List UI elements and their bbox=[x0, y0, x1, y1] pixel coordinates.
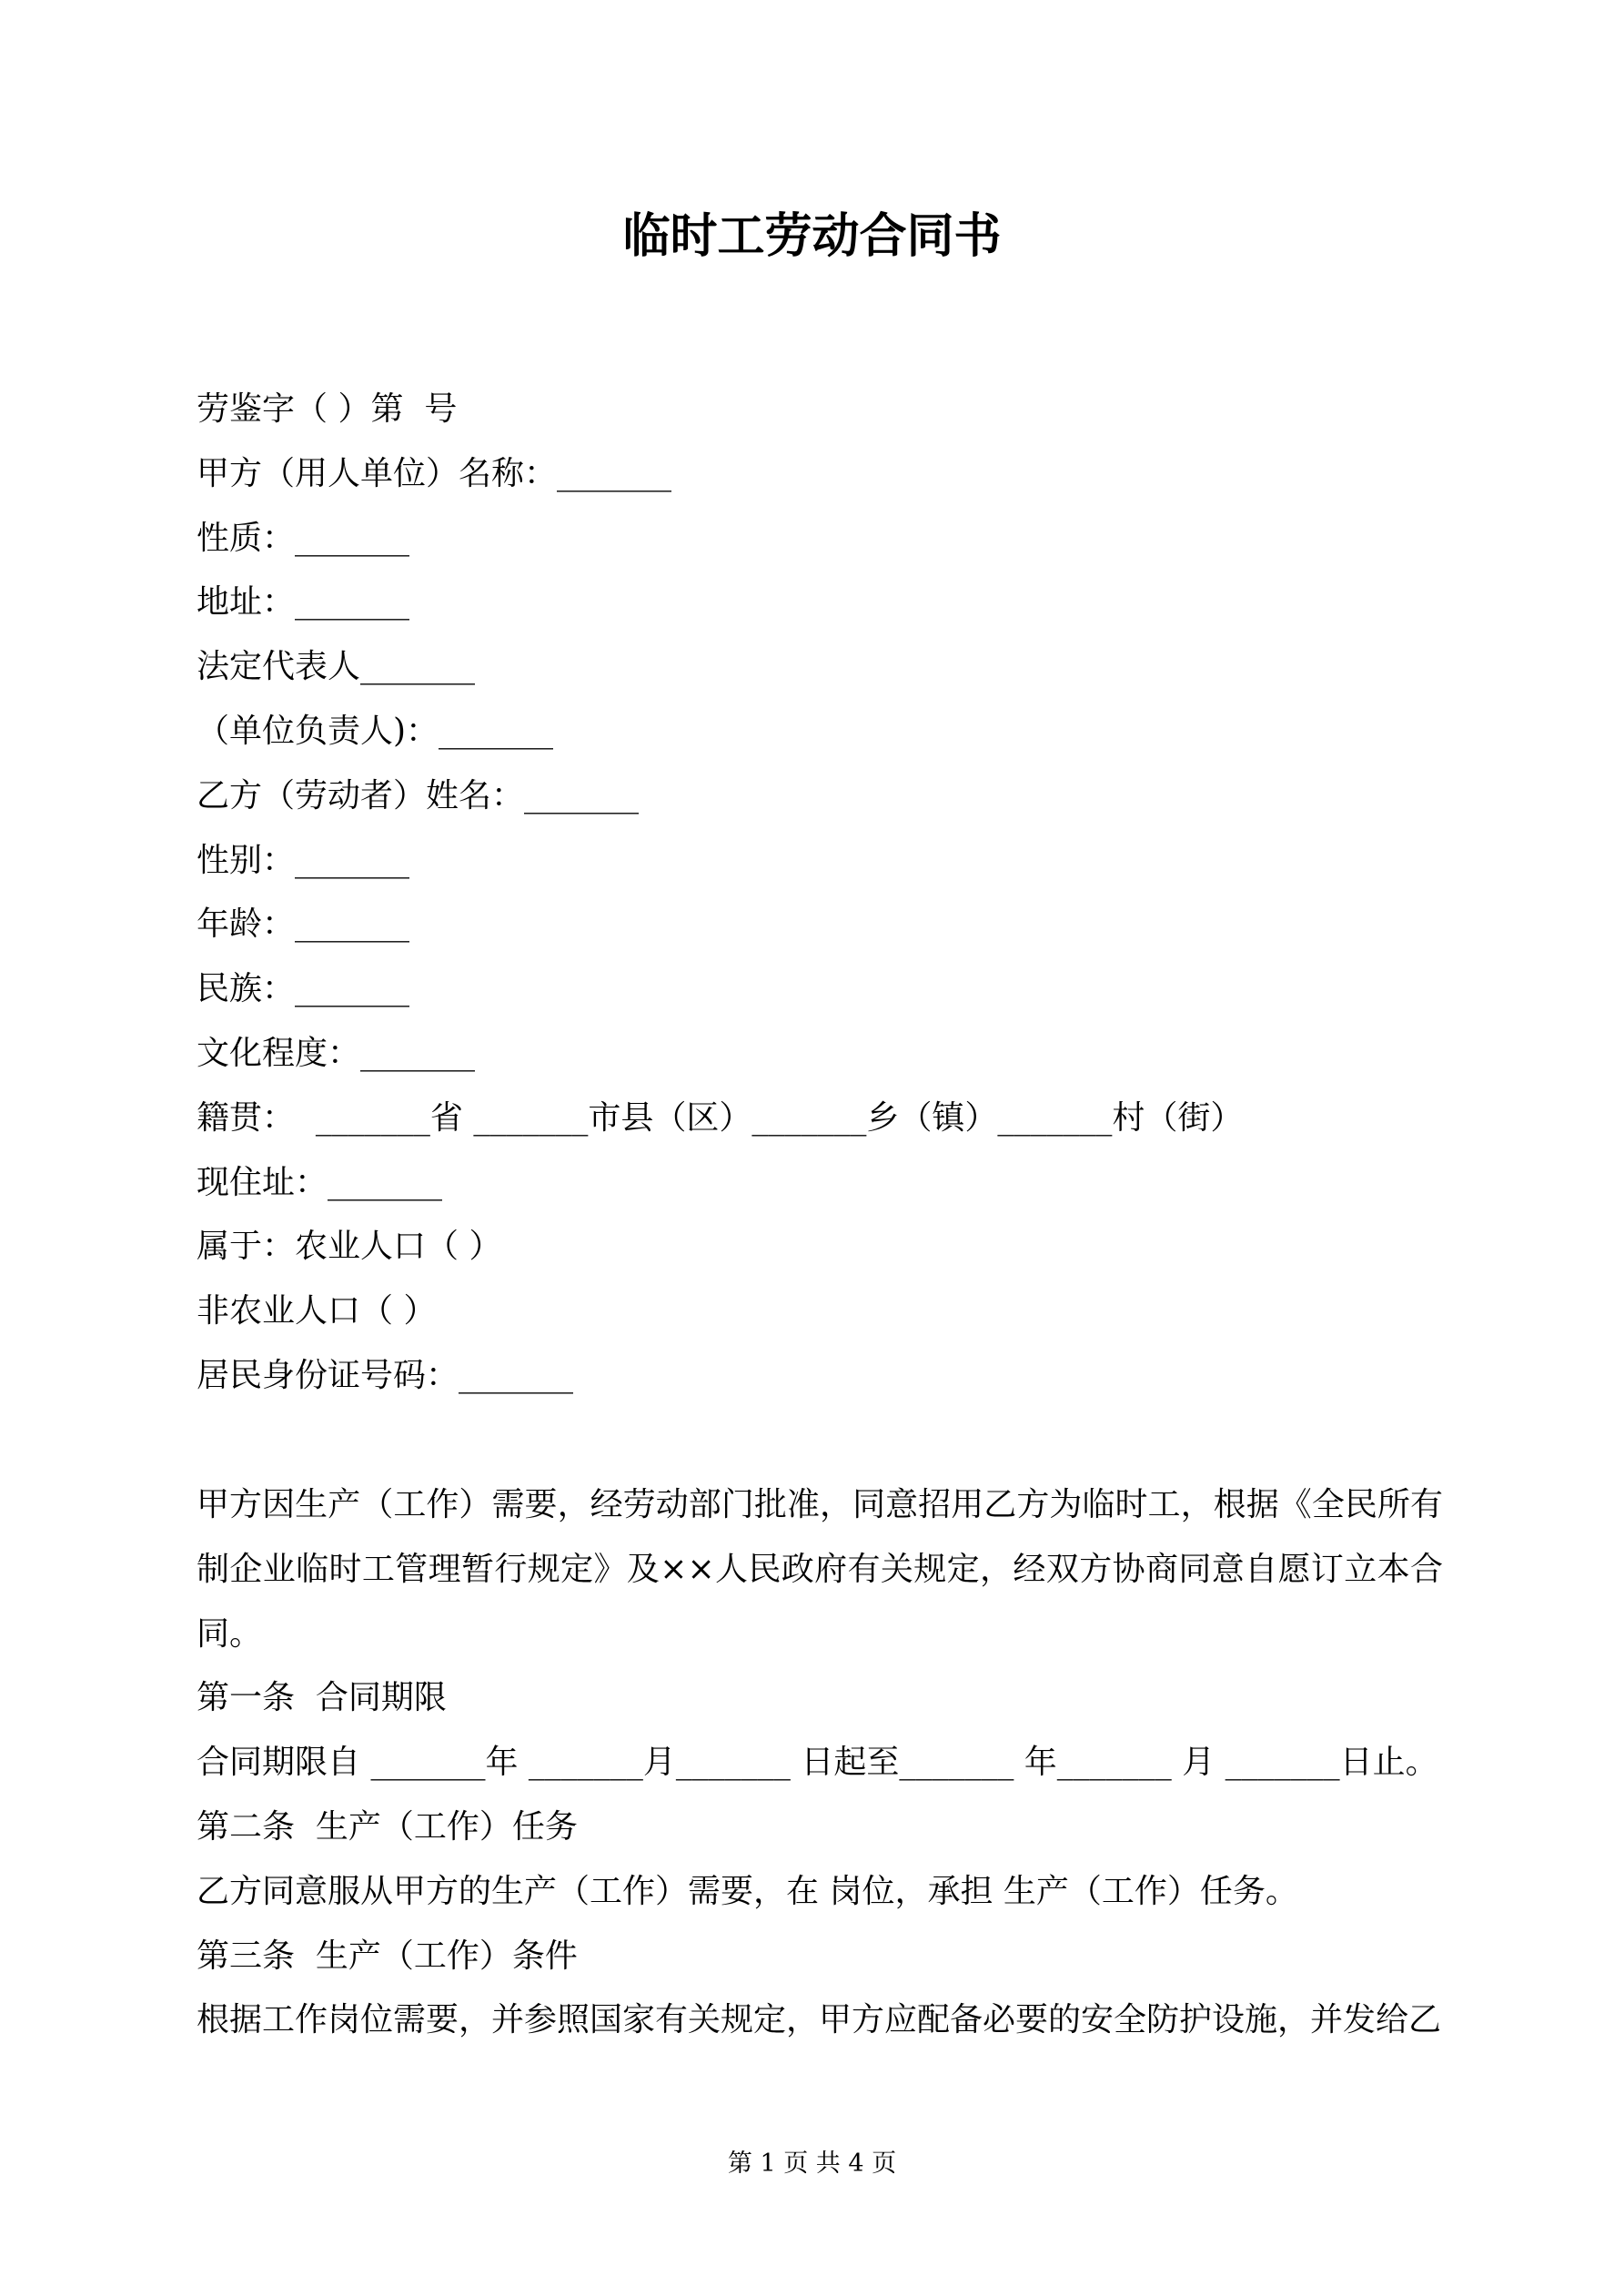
field-agricultural: 属于：农业人口（ ） bbox=[197, 1228, 502, 1266]
contract-body bbox=[197, 1473, 1443, 2053]
article-3-title: 第三条 生产（工作）条件 bbox=[197, 1937, 578, 1975]
field-non-agricultural: 非农业人口（ ） bbox=[197, 1292, 437, 1330]
field-party-a-name: 甲方（用人单位）名称：_______ bbox=[197, 454, 672, 492]
header-fields bbox=[197, 378, 1443, 1409]
field-education: 文化程度：_______ bbox=[197, 1034, 476, 1072]
article-3-text: 根据工作岗位需要，并参照国家有关规定，甲方应配备必要的安全防护设施，并发给乙 bbox=[197, 2001, 1442, 2039]
intro-paragraph: 甲方因生产（工作）需要，经劳动部门批准，同意招用乙方为临时工，根据《全民所有制企业临时工管理暂行规定》及××人民政府有关规定，经双方协商同意自愿订立本合同。 bbox=[197, 1486, 1443, 1653]
article-2-title: 第二条 生产（工作）任务 bbox=[197, 1807, 578, 1846]
field-legal-representative: 法定代表人_______ bbox=[197, 648, 476, 686]
field-gender: 性别：_______ bbox=[197, 841, 410, 879]
article-1-text: 合同期限自 _______年 _______月_______ 日起至_______ 年_______ 月 _______日止。 bbox=[197, 1744, 1438, 1782]
document-title: 临时工劳动合同书 bbox=[622, 208, 1002, 264]
field-ethnicity: 民族：_______ bbox=[197, 970, 410, 1008]
field-address: 地址：_______ bbox=[197, 583, 410, 622]
page-footer: 第 1 页 共 4 页 bbox=[727, 2149, 897, 2178]
field-native-place: 籍贯： _______省 _______市县（区）_______乡（镇）_______村（街） bbox=[197, 1098, 1244, 1137]
field-party-b-name: 乙方（劳动者）姓名：_______ bbox=[197, 776, 640, 814]
field-id-number: 居民身份证号码：_______ bbox=[197, 1356, 574, 1394]
field-nature: 性质：_______ bbox=[197, 519, 410, 557]
field-age: 年龄：_______ bbox=[197, 905, 410, 944]
field-current-address: 现住址：_______ bbox=[197, 1163, 443, 1201]
field-case-number: 劳鉴字（ ）第 号 bbox=[197, 390, 458, 428]
article-2-text: 乙方同意服从甲方的生产（工作）需要，在 岗位，承担 生产（工作）任务。 bbox=[197, 1872, 1298, 1910]
field-unit-head: （单位负责人)：_______ bbox=[197, 712, 554, 750]
article-1-title: 第一条 合同期限 bbox=[197, 1679, 447, 1717]
